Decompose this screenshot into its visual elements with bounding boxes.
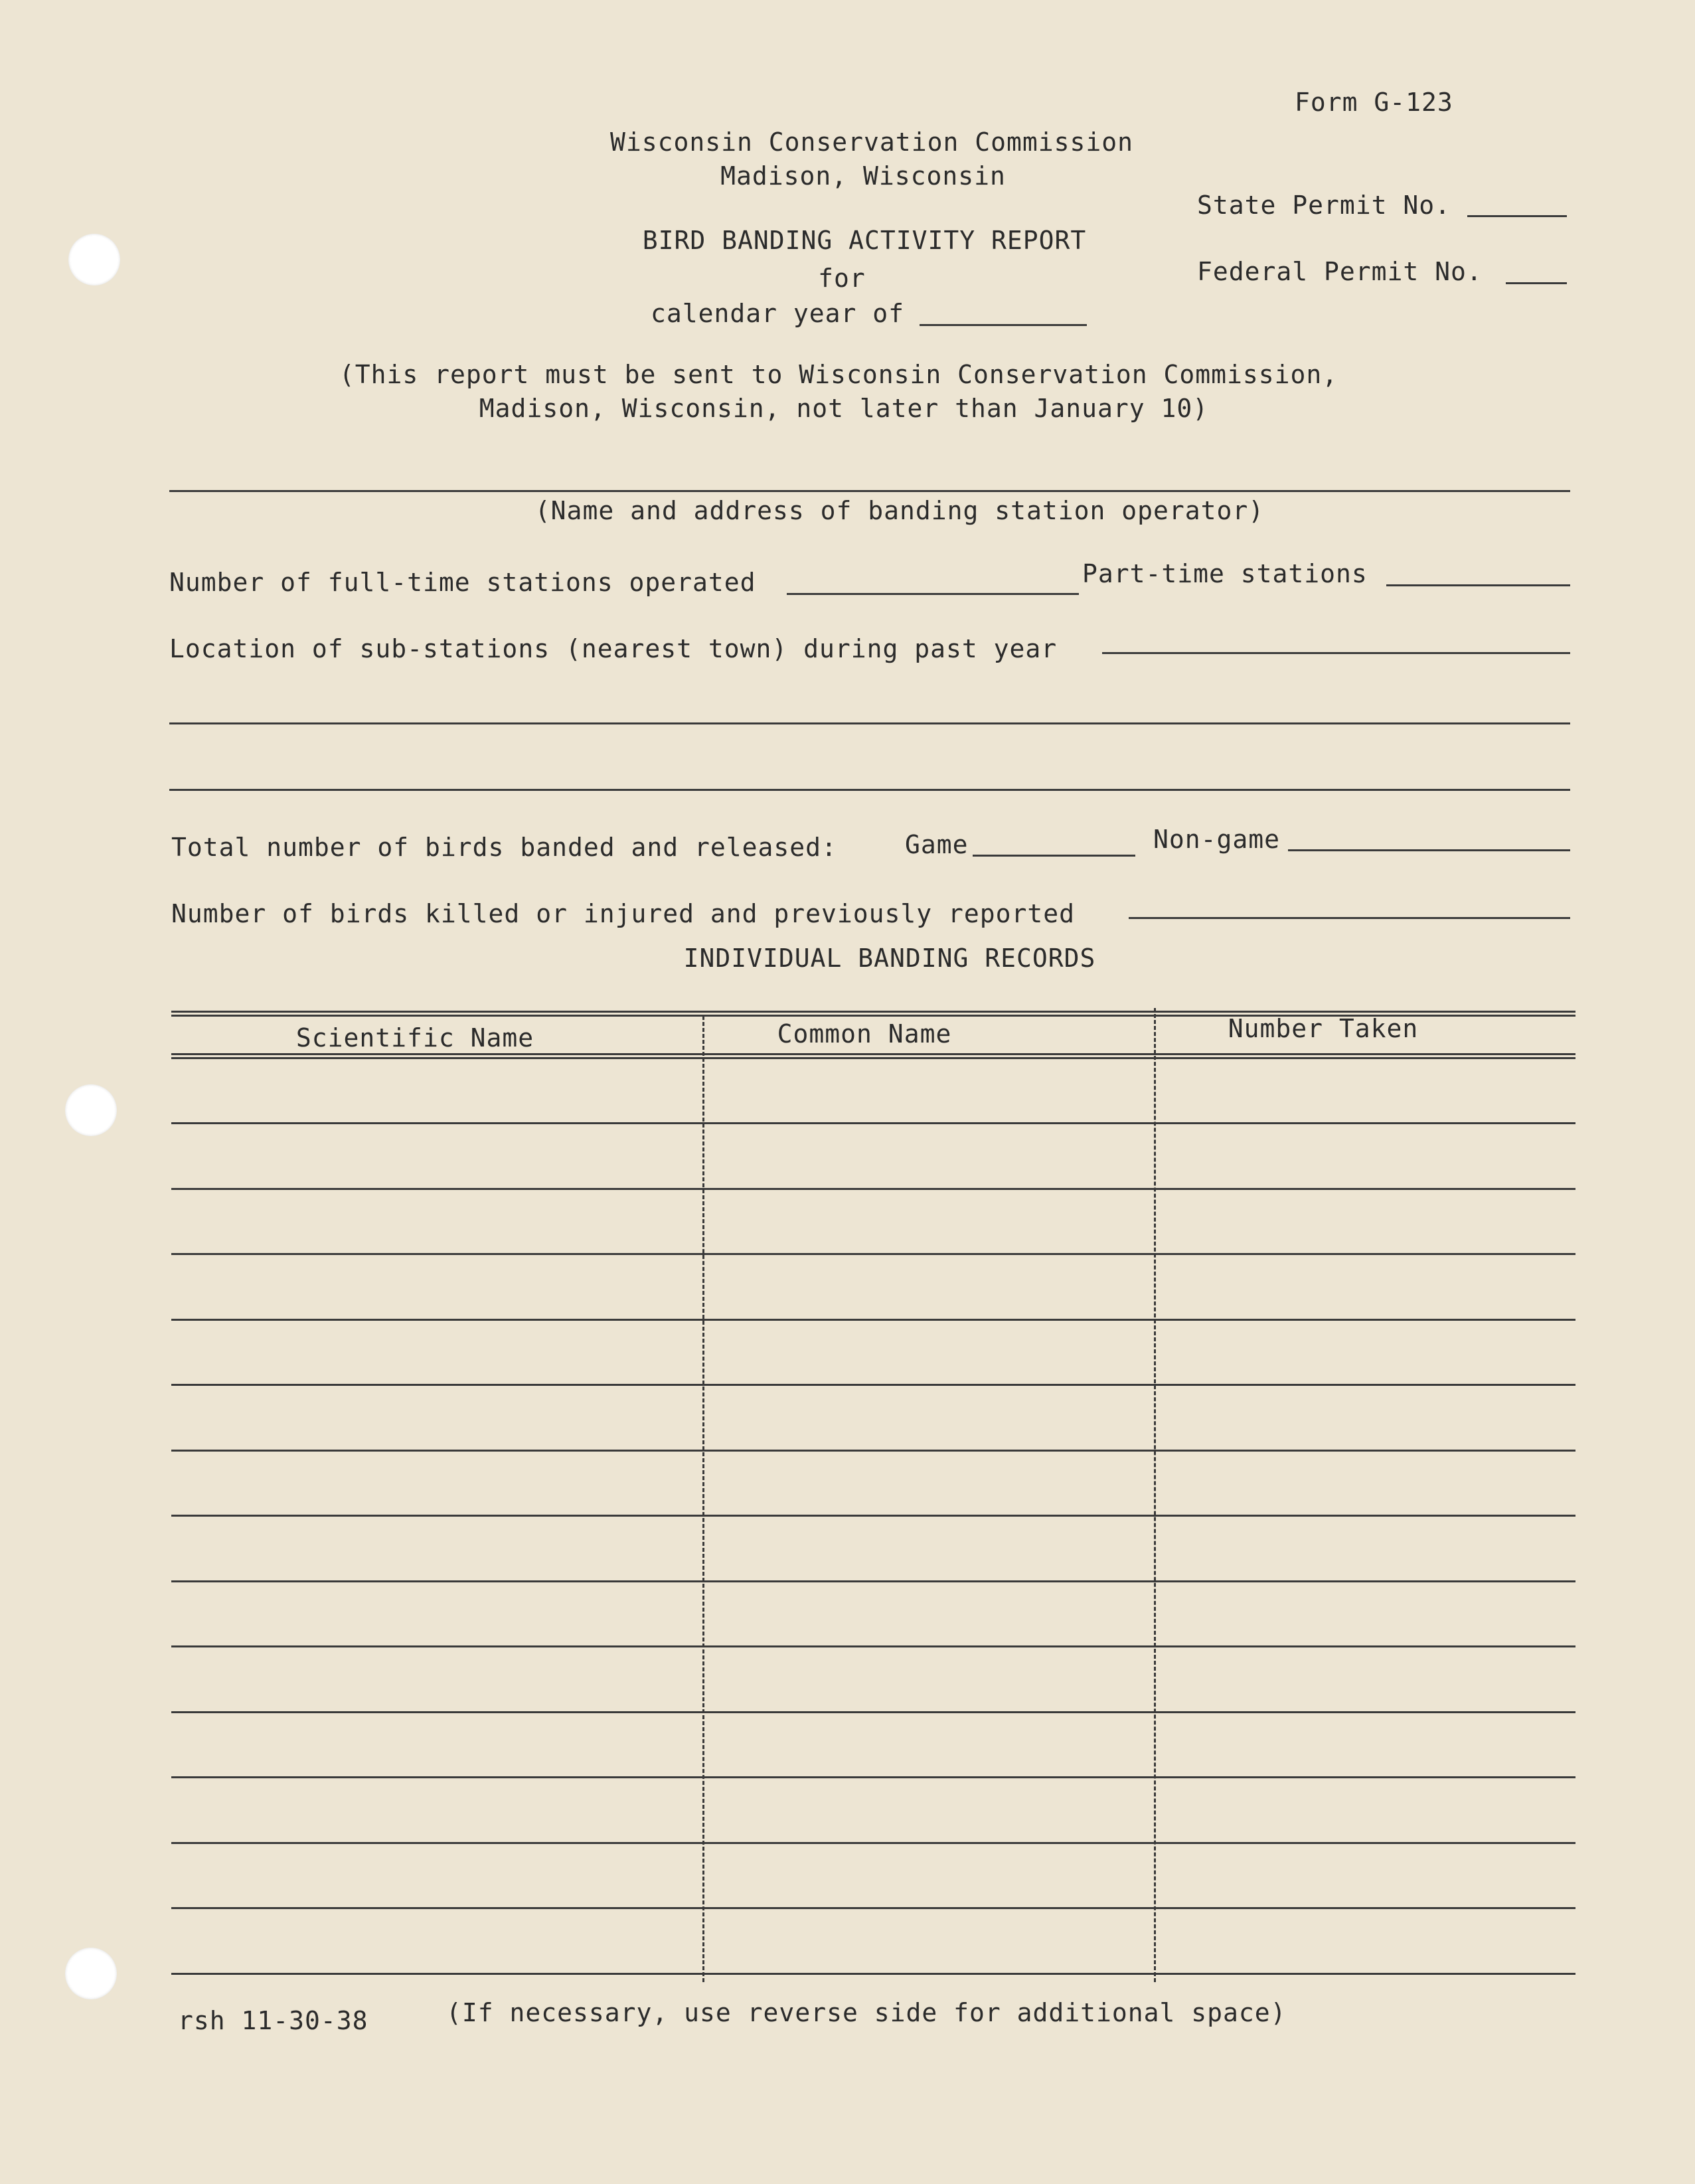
substations-field[interactable] [1102, 652, 1570, 654]
report-title: BIRD BANDING ACTIVITY REPORT [642, 226, 1087, 255]
table-row[interactable] [171, 1188, 1575, 1190]
state-permit-label: State Permit No. [1197, 191, 1451, 220]
report-for: for [818, 264, 866, 293]
column-header-number-taken: Number Taken [1228, 1014, 1419, 1043]
table-row[interactable] [171, 1384, 1575, 1386]
table-row[interactable] [171, 1907, 1575, 1909]
table-row[interactable] [171, 1645, 1575, 1647]
form-number: Form G-123 [1295, 88, 1453, 117]
killed-injured-field[interactable] [1129, 917, 1570, 919]
submission-notice-line2: Madison, Wisconsin, not later than January 10) [479, 394, 1209, 423]
substations-label: Location of sub-stations (nearest town) during past year [169, 634, 1058, 663]
substations-field-line3[interactable] [169, 789, 1570, 791]
federal-permit-field[interactable] [1506, 282, 1567, 284]
footer-note: (If necessary, use reverse side for additional space) [446, 1998, 1287, 2027]
table-row[interactable] [171, 1973, 1575, 1975]
nongame-count-field[interactable] [1288, 849, 1570, 851]
calendar-year-field[interactable] [920, 324, 1087, 326]
parttime-stations-label: Part-time stations [1082, 559, 1368, 588]
parttime-stations-field[interactable] [1386, 584, 1570, 586]
column-header-common-name: Common Name [777, 1019, 952, 1049]
table-row[interactable] [171, 1515, 1575, 1517]
game-count-field[interactable] [973, 855, 1135, 857]
table-row[interactable] [171, 1450, 1575, 1452]
table-header-rule [171, 1053, 1575, 1059]
calendar-year-label: calendar year of [651, 299, 905, 328]
operator-name-address-field[interactable] [169, 490, 1570, 492]
table-row[interactable] [171, 1842, 1575, 1844]
killed-injured-label: Number of birds killed or injured and previously reported [171, 899, 1076, 928]
federal-permit-label: Federal Permit No. [1197, 257, 1483, 286]
submission-notice-line1: (This report must be sent to Wisconsin Conservation Commission, [339, 360, 1338, 389]
total-banded-label: Total number of birds banded and released: [171, 833, 837, 862]
agency-name: Wisconsin Conservation Commission [610, 127, 1133, 157]
punch-hole-bottom [65, 1948, 117, 1999]
fulltime-stations-label: Number of full-time stations operated [169, 568, 756, 597]
nongame-label: Non-game [1153, 825, 1281, 854]
table-title: INDIVIDUAL BANDING RECORDS [683, 944, 1096, 973]
operator-caption: (Name and address of banding station operator) [534, 496, 1265, 525]
punch-hole-top [68, 234, 120, 286]
substations-field-line2[interactable] [169, 722, 1570, 724]
state-permit-field[interactable] [1467, 215, 1567, 217]
table-row[interactable] [171, 1580, 1575, 1582]
punch-hole-middle [65, 1084, 117, 1136]
agency-city: Madison, Wisconsin [720, 161, 1006, 191]
table-row[interactable] [171, 1253, 1575, 1255]
table-row[interactable] [171, 1319, 1575, 1321]
column-divider-1 [702, 1016, 704, 1982]
table-row[interactable] [171, 1711, 1575, 1713]
fulltime-stations-field[interactable] [787, 593, 1079, 595]
column-header-scientific-name: Scientific Name [295, 1023, 534, 1052]
footer-code: rsh 11-30-38 [178, 2006, 368, 2035]
column-divider-2 [1154, 1008, 1156, 1982]
table-row[interactable] [171, 1122, 1575, 1124]
table-row[interactable] [171, 1776, 1575, 1778]
game-label: Game [905, 830, 969, 859]
